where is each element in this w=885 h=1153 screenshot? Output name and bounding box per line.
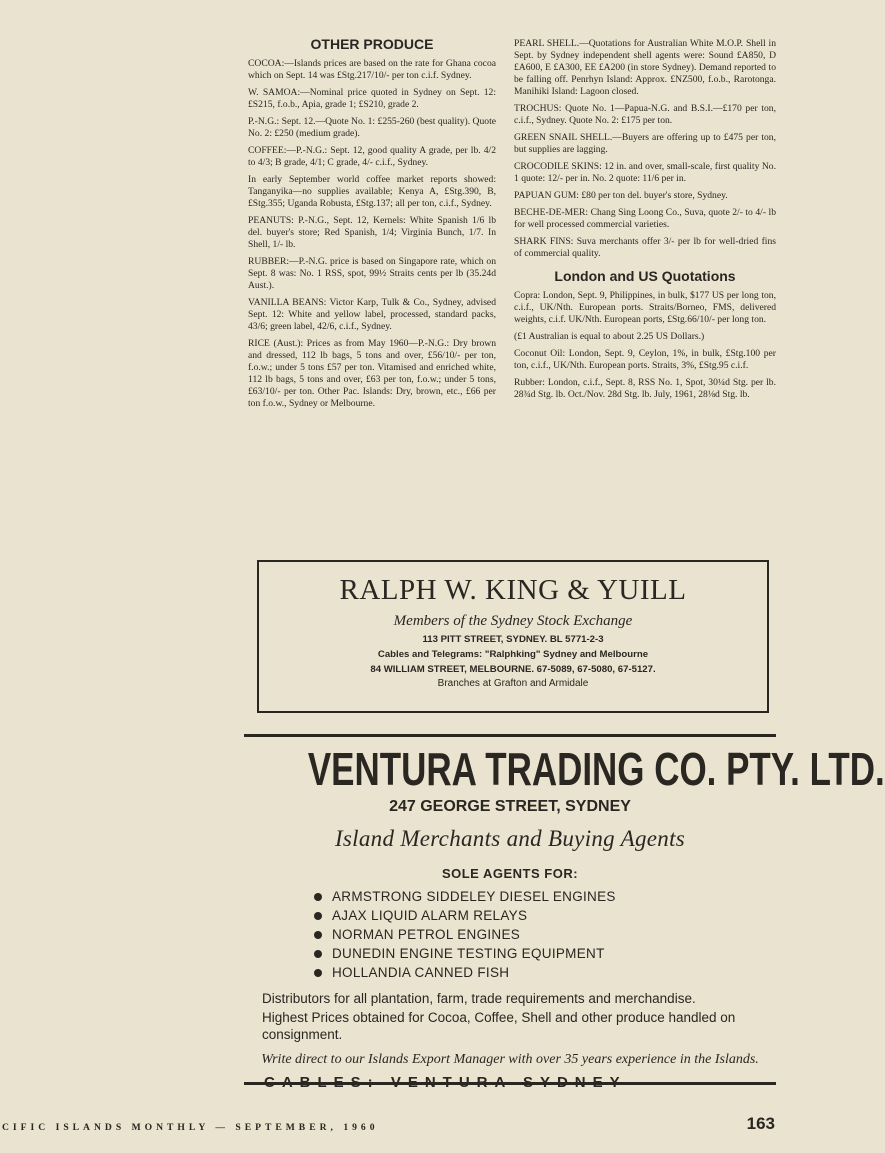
produce-paragraph: GREEN SNAIL SHELL.—Buyers are offering up to £475 per ton, but supplies are lagging.: [514, 132, 776, 155]
page-number: 163: [746, 1114, 775, 1133]
company-address: 247 GEORGE STREET, SYDNEY: [389, 798, 631, 815]
cables-line: Cables and Telegrams: "Ralphking" Sydney and Melbourne: [377, 649, 649, 660]
list-item: HOLLANDIA CANNED FISH: [314, 963, 776, 982]
quotation-paragraph: (£1 Australian is equal to about 2.25 US Dollars.): [514, 331, 705, 342]
members-line: Members of the Sydney Stock Exchange: [393, 613, 633, 629]
shell-and-quotations-column: [514, 0, 776, 406]
sole-agents-heading: SOLE AGENTS FOR:: [441, 866, 579, 881]
quotation-paragraph: Copra: London, Sept. 9, Philippines, in bulk, $177 US per long ton, c.i.f., UK/Nth. European ports. Straits/Borneo, FMS, delivered weights, c.i.f. UK/Nth. European ports, £Stg.66/10/- per long ton.: [514, 290, 776, 325]
produce-paragraph: CROCODILE SKINS: 12 in. and over, small-scale, first quality No. 1 quote: 12/- per in. No. 2 quote: 11/6 per in.: [514, 161, 776, 184]
produce-paragraph: W. SAMOA:—Nominal price quoted in Sydney on Sept. 12: £S215, f.o.b., Apia, grade 1; £S210, grade 2.: [248, 87, 496, 110]
distributors-line: Distributors for all plantation, farm, trade requirements and merchandise.: [262, 991, 696, 1006]
bullet-icon: [314, 969, 322, 977]
ventura-advertisement: [244, 740, 885, 1078]
write-direct-line: Write direct to our Islands Export Manager with over 35 years experience in the Islands.: [261, 1052, 759, 1067]
ad-top-rule: [244, 734, 776, 737]
company-tagline: Island Merchants and Buying Agents: [334, 826, 686, 851]
other-produce-column: [248, 0, 496, 415]
list-item: AJAX LIQUID ALARM RELAYS: [314, 906, 776, 925]
ad-bottom-rule: [244, 1082, 776, 1085]
produce-paragraph: VANILLA BEANS: Victor Karp, Tulk & Co., Sydney, advised Sept. 12: White and yellow label, processed, standard packs, 43/6; green label, 42/6, c.i.f., Sydney.: [248, 297, 496, 332]
produce-paragraph: TROCHUS: Quote No. 1—Papua-N.G. and B.S.I.—£170 per ton, c.i.f., Sydney. Quote No. 2: £175 per ton.: [514, 103, 776, 126]
list-item: ARMSTRONG SIDDELEY DIESEL ENGINES: [314, 887, 776, 906]
london-us-heading: London and US Quotations: [554, 268, 736, 284]
branches-line: Branches at Grafton and Armidale: [437, 678, 589, 689]
bullet-icon: [314, 912, 322, 920]
firm-name: RALPH W. KING & YUILL: [339, 574, 687, 606]
produce-paragraph: COFFEE:—P.-N.G.: Sept. 12, good quality A grade, per lb. 4/2 to 4/3; B grade, 4/1; C grade, 4/- c.i.f., Sydney.: [248, 145, 496, 168]
produce-paragraph: In early September world coffee market reports showed: Tanganyika—no supplies available; Kenya A, £Stg.390, B, £Stg.355; Uganda Robusta, £Stg.137; all per ton, c.i.f., Sydney.: [248, 174, 496, 209]
highest-prices-line: Highest Prices obtained for Cocoa, Coffee, Shell and other produce handled on consignment.: [262, 1010, 736, 1042]
produce-paragraph: COCOA:—Islands prices are based on the rate for Ghana cocoa which on Sept. 14 was £Stg.217/10/- per ton c.i.f. Sydney.: [248, 58, 496, 81]
list-item: NORMAN PETROL ENGINES: [314, 925, 776, 944]
agents-list: [314, 887, 776, 982]
melbourne-address: 84 WILLIAM STREET, MELBOURNE. 67-5089, 67-5080, 67-5127.: [370, 664, 656, 675]
produce-paragraph: PEANUTS: P.-N.G., Sept. 12, Kernels: White Spanish 1/6 lb del. buyer's store; Red Spanish, 1/4; Virginia Bunch, 1/7. In Shell, 1/- lb.: [248, 215, 496, 250]
produce-paragraph: SHARK FINS: Suva merchants offer 3/- per lb for well-dried fins of commercial quality.: [514, 236, 776, 259]
running-footer: CIFIC ISLANDS MONTHLY — SEPTEMBER, 1960: [2, 1122, 379, 1133]
other-produce-heading: OTHER PRODUCE: [310, 36, 434, 52]
bullet-icon: [314, 950, 322, 958]
produce-paragraph: BECHE-DE-MER: Chang Sing Loong Co., Suva, quote 2/- to 4/- lb for well processed commercial varieties.: [514, 207, 776, 230]
produce-paragraph: P.-N.G.: Sept. 12.—Quote No. 1: £255-260 (best quality). Quote No. 2: £250 (medium grade).: [248, 116, 496, 139]
list-item: DUNEDIN ENGINE TESTING EQUIPMENT: [314, 944, 776, 963]
quotation-paragraph: Rubber: London, c.i.f., Sept. 8, RSS No. 1, Spot, 30¼d Stg. per lb. 28¾d Stg. lb. Oct./Nov. 28d Stg. lb. July, 1961, 28⅛d Stg. lb.: [514, 377, 776, 400]
sydney-address: 113 PITT STREET, SYDNEY. BL 5771-2-3: [422, 634, 604, 645]
company-name: VENTURA TRADING CO. PTY. LTD.: [307, 743, 885, 795]
produce-paragraph: PAPUAN GUM: £80 per ton del. buyer's store, Sydney.: [514, 190, 728, 201]
produce-paragraph: RICE (Aust.): Prices as from May 1960—P.-N.G.: Dry brown and dressed, 112 lb bags, 5 tons and over, £56/10/- per ton, f.o.w.; under 5 tons £57 per ton. Vitamised and enriched white, 112 lb bags, 5 tons and over, £63 per ton, f.o.w.; under 5 tons, £63/10/- per ton. Other Pac. Islands: Dry, brown, etc., £66 per ton f.o.w., Sydney or Melbourne.: [248, 338, 496, 409]
quotation-paragraph: Coconut Oil: London, Sept. 9, Ceylon, 1%, in bulk, £Stg.100 per ton, c.i.f., UK/Nth. European ports. Straits, 3%, £Stg.95 c.i.f.: [514, 348, 776, 371]
bullet-icon: [314, 893, 322, 901]
ralph-king-advertisement: [257, 560, 769, 713]
produce-paragraph: PEARL SHELL.—Quotations for Australian White M.O.P. Shell in Sept. by Sydney independent shell agents were: Sound £A850, D £A600, E £A300, EE £A200 (in store Sydney). Demand reported to be falling off. Penrhyn Island: Approx. £NZ500, f.o.b., Rarotonga. Manihiki Island: Lagoon closed.: [514, 38, 776, 97]
bullet-icon: [314, 931, 322, 939]
produce-paragraph: RUBBER:—P.-N.G. price is based on Singapore rate, which on Sept. 8 was: No. 1 RSS, spot, 99½ Straits cents per lb (35.24d Aust.).: [248, 256, 496, 291]
